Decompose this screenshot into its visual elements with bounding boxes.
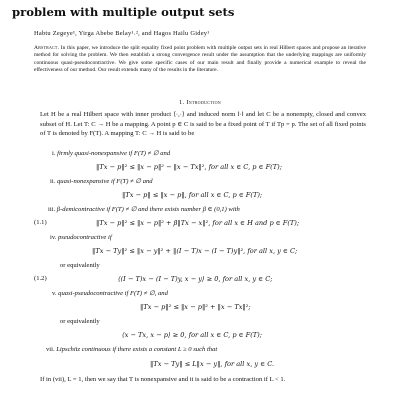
equation-v: ‖Tx − p‖² ≤ ‖x − p‖² + ‖x − Tx‖²;: [140, 303, 251, 311]
item-text: firmly quasi-nonexpansive if F(T) ≠ ∅ and: [57, 150, 171, 157]
section-heading: 1. Introduction: [179, 99, 221, 106]
item-label: iii.: [48, 206, 57, 213]
definition-iii: [48, 205, 240, 214]
definition-iv: [50, 233, 112, 242]
item-text: pseudocontractive if: [58, 234, 112, 241]
equation-iv: ‖Tx − Ty‖² ≤ ‖x − y‖² + ‖(I − T)x − (I − T)y‖², for all x, y ∈ C;: [92, 247, 298, 255]
item-label: vii.: [46, 346, 57, 353]
equation-vii: ‖Tx − Ty‖ ≤ L‖x − y‖, for all x, y ∈ C.: [150, 360, 275, 368]
item-text: quasi-nonexpansive if F(T) ≠ ∅ and: [56, 178, 153, 185]
equation-ii: ‖Tx − p‖ ≤ ‖x − p‖, for all x ∈ C, p ∈ F(T);: [122, 191, 263, 199]
item-text: Lipschitz continuous if there exists a constant L ≥ 0 such that: [56, 346, 218, 353]
equation-v-2: ⟨x − Tx, x − p⟩ ≥ 0, for all x ∈ C, p ∈ F(T);: [122, 331, 262, 339]
or-equivalently-2: or equivalently: [60, 318, 100, 325]
item-label: i.: [52, 150, 58, 157]
equation-number-1-1: (1.1): [34, 219, 47, 226]
item-label: v.: [52, 290, 59, 297]
item-text: quasi-pseudocontractive if F(T) ≠ ∅, and: [58, 290, 168, 297]
item-text: β-demicontractive if F(T) ≠ ∅ and there exists number β ∈ (0,1) with: [56, 206, 240, 213]
abstract-label: Abstract.: [34, 45, 60, 51]
abstract: [34, 45, 366, 74]
definition-i: [52, 149, 170, 158]
equation-i: ‖Tx − p‖² ≤ ‖x − p‖² − ‖x − Tx‖², for all x ∈ C, p ∈ F(T);: [96, 163, 282, 171]
or-equivalently-1: or equivalently: [60, 262, 100, 269]
equation-1-2: ⟨(I − T)x − (I − T)y, x − y⟩ ≥ 0, for all x, y ∈ C;: [118, 275, 273, 283]
abstract-text: In this paper, we introduce the split equality fixed point problem with multiple output sets in real Hilbert spaces and propose an iterative method for solving the problem. We then establish a strong convergence result under the assumption that the underlying mappings are uniformly continuous quasi-pseudocontractive. We give some specific cases of our main result and finally provide a numerical example to reveal the effectiveness of our method. Our result extends many of the results in the literature.: [34, 45, 366, 73]
equation-number-1-2: (1.2): [34, 275, 47, 282]
intro-paragraph: Let H be a real Hilbert space with inner product ⟨·,·⟩ and induced norm ‖·‖ and let C be a nonempty, closed and convex subset of H. Let T: C → H be a mapping. A point p ∈ C is said to be a fixed point of T if Tp = p. The set of all fixed points of T is denoted by F(T). A mapping T: C → H is said to be: [40, 111, 366, 138]
author-list: Habtu Zegeye¹, Yirga Abebe Belay¹˒², and Hagos Hailu Gidey¹: [34, 30, 210, 37]
equation-1-1: ‖Tx − p‖² ≤ ‖x − p‖² + β‖Tx − x‖², for all x ∈ H and p ∈ F(T);: [96, 219, 300, 227]
item-label: ii.: [50, 178, 57, 185]
definition-v: [52, 289, 168, 298]
title-line-2: problem with multiple output sets: [12, 5, 235, 19]
definition-ii: [50, 177, 153, 186]
definition-vii: [46, 345, 217, 354]
closing-paragraph: If in (vii), L = 1, then we say that T is nonexpansive and it is said to be a contraction if L < 1.: [40, 376, 286, 383]
item-label: iv.: [50, 234, 58, 241]
